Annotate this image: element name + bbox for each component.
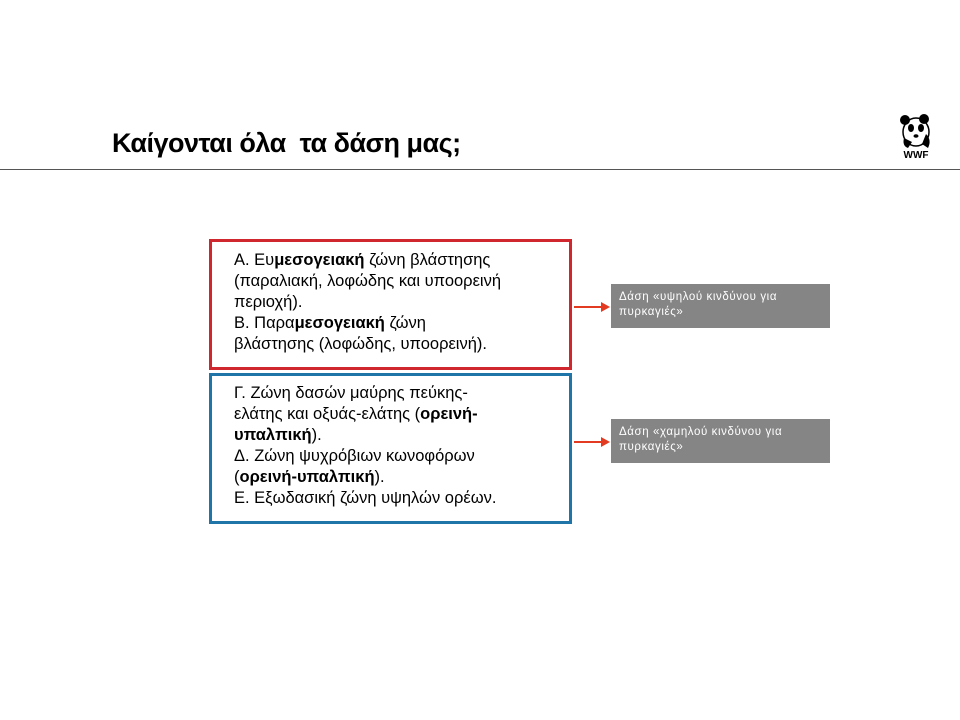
high-risk-zones-box: [209, 239, 572, 370]
zone-a-line: Α. Ευμεσογειακή ζώνη βλάστησης: [234, 251, 491, 269]
wwf-logo: [896, 112, 936, 164]
zone-a-detail: (παραλιακή, λοφώδης και υποορεινή: [234, 272, 502, 290]
zone-a-detail-cont: περιοχή).: [234, 293, 303, 311]
panda-icon: [896, 112, 936, 150]
zone-c-detail-cont: υπαλπική).: [234, 426, 322, 444]
zone-e-line: Ε. Εξωδασική ζώνη υψηλών ορέων.: [234, 489, 497, 507]
low-risk-arrow: [574, 441, 602, 443]
logo-text: WWF: [903, 150, 929, 161]
high-risk-arrow-head-icon: [601, 302, 610, 312]
low-risk-zones-box: [209, 373, 572, 524]
zone-c-detail: ελάτης και οξυάς-ελάτης (ορεινή-: [234, 405, 478, 423]
zone-d-line: Δ. Ζώνη ψυχρόβιων κωνοφόρων: [234, 447, 475, 465]
low-risk-arrow-head-icon: [601, 437, 610, 447]
zone-b-line: Β. Παραμεσογειακή ζώνη: [234, 314, 426, 332]
low-risk-label: Δάση «χαμηλού κινδύνου για πυρκαγιές»: [611, 419, 830, 463]
page-title: Καίγονται όλα τα δάση μας;: [112, 128, 461, 158]
zone-c-line: Γ. Ζώνη δασών μαύρης πεύκης-: [234, 384, 468, 402]
title-divider: [0, 169, 960, 170]
high-risk-label: Δάση «υψηλού κινδύνου για πυρκαγιές»: [611, 284, 830, 328]
zone-b-detail: βλάστησης (λοφώδης, υποορεινή).: [234, 335, 487, 353]
zone-d-detail: (ορεινή-υπαλπική).: [234, 468, 385, 486]
high-risk-arrow: [574, 306, 602, 308]
